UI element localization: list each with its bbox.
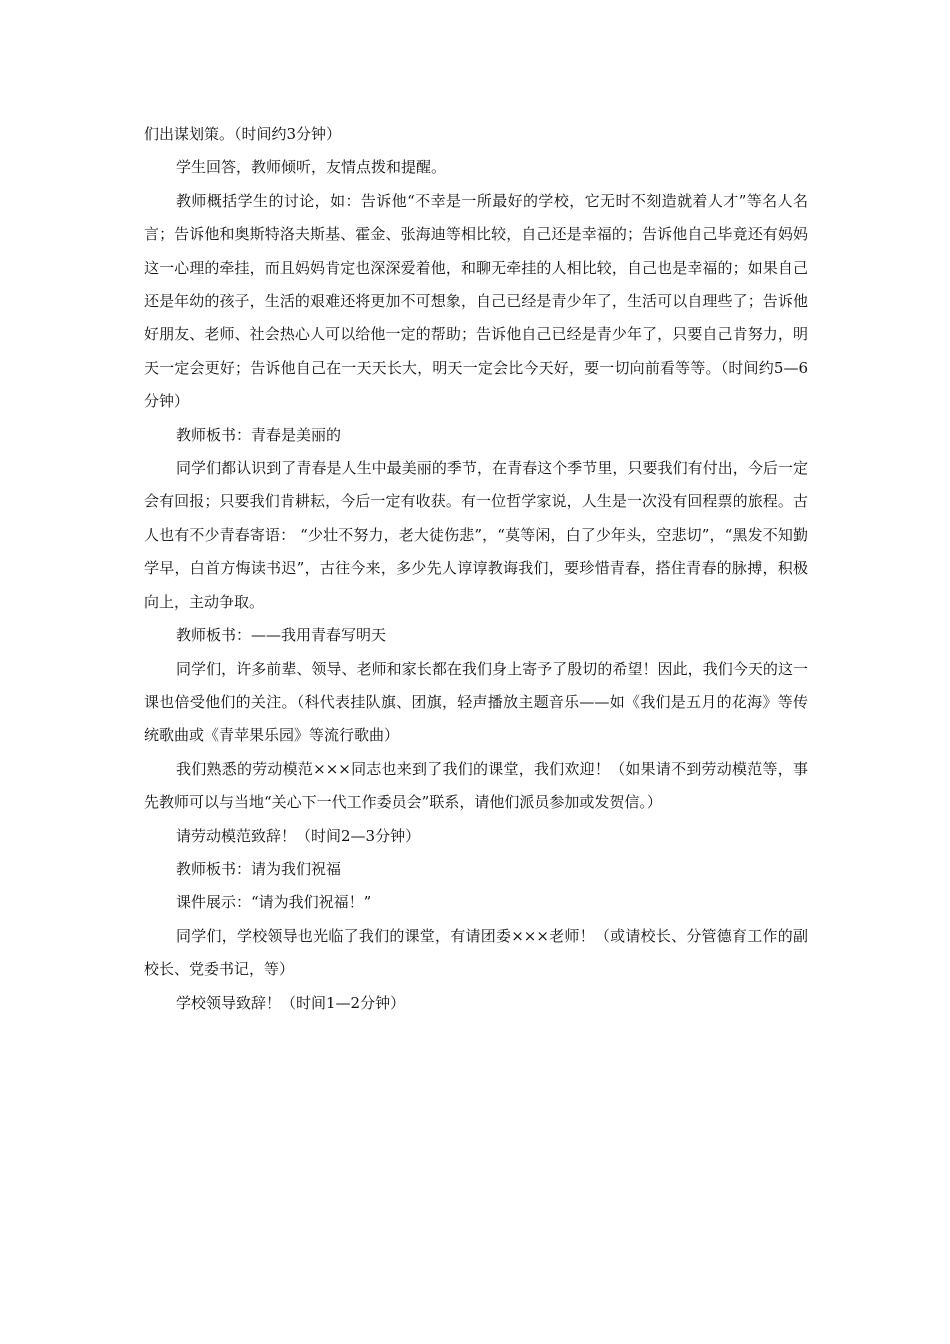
paragraph-4: 教师板书：青春是美丽的 bbox=[176, 425, 342, 444]
paragraph-12: 同学们，学校领导也光临了我们的课堂，有请团委×××老师！（或请校长、分管德育工作的副校长、党委书记，等） bbox=[144, 926, 808, 979]
document-page bbox=[144, 118, 808, 1020]
paragraph-5: 同学们都认识到了青春是人生中最美丽的季节，在青春这个季节里，只要我们有付出，今后一定会有回报；只要我们肯耕耘，今后一定有收获。有一位哲学家说，人生是一次没有回程票的旅程。古人也有不少青春寄语： “少壮不努力，老大徒伤悲”，“莫等闲，白了少年头，空悲切”，“黑发不知勤学早，白首方悔读书迟”，古往今来，多少先人谆谆教诲我们，要珍惜青春，搭住青春的脉搏，积极向上，主动争取。 bbox=[144, 459, 808, 611]
paragraph-7: 同学们，许多前辈、领导、老师和家长都在我们身上寄予了殷切的希望！因此，我们今天的这一课也倍受他们的关注。（科代表挂队旗、团旗，轻声播放主题音乐——如《我们是五月的花海》等传统歌曲或《青苹果乐园》等流行歌曲） bbox=[144, 659, 808, 745]
paragraph-1: 们出谋划策。（时间约3分钟） bbox=[144, 125, 342, 143]
paragraph-11: 课件展示：“请为我们祝福！” bbox=[176, 893, 372, 912]
paragraph-9: 请劳动模范致辞！（时间2—3分钟） bbox=[176, 826, 421, 845]
paragraph-10: 教师板书：请为我们祝福 bbox=[176, 859, 342, 878]
paragraph-8: 我们熟悉的劳动模范×××同志也来到了我们的课堂，我们欢迎！（如果请不到劳动模范等，事先教师可以与当地“关心下一代工作委员会”联系，请他们派员参加或发贺信。） bbox=[144, 759, 808, 812]
paragraph-2: 学生回答，教师倾听，友情点拨和提醒。 bbox=[176, 158, 447, 177]
paragraph-3: 教师概括学生的讨论，如：告诉他“不幸是一所最好的学校，它无时不刻造就着人才”等名人名言；告诉他和奥斯特洛夫斯基、霍金、张海迪等相比较，自己还是幸福的；告诉他自己毕竟还有妈妈这一心理的牵挂，而且妈妈肯定也深深爱着他，和聊无牵挂的人相比较，自己也是幸福的；如果自己还是年幼的孩子，生活的艰难还将更加不可想象，自己已经是青少年了，生活可以自理些了；告诉他好朋友、老师、社会热心人可以给他一定的帮助；告诉他自己已经是青少年了，只要自己肯努力，明天一定会更好；告诉他自己在一天天长大，明天一定会比今天好，要一切向前看等等。（时间约5—6分钟） bbox=[144, 191, 808, 411]
paragraph-13: 学校领导致辞！（时间1—2分钟） bbox=[176, 993, 406, 1012]
paragraph-6: 教师板书：——我用青春写明天 bbox=[176, 626, 387, 645]
